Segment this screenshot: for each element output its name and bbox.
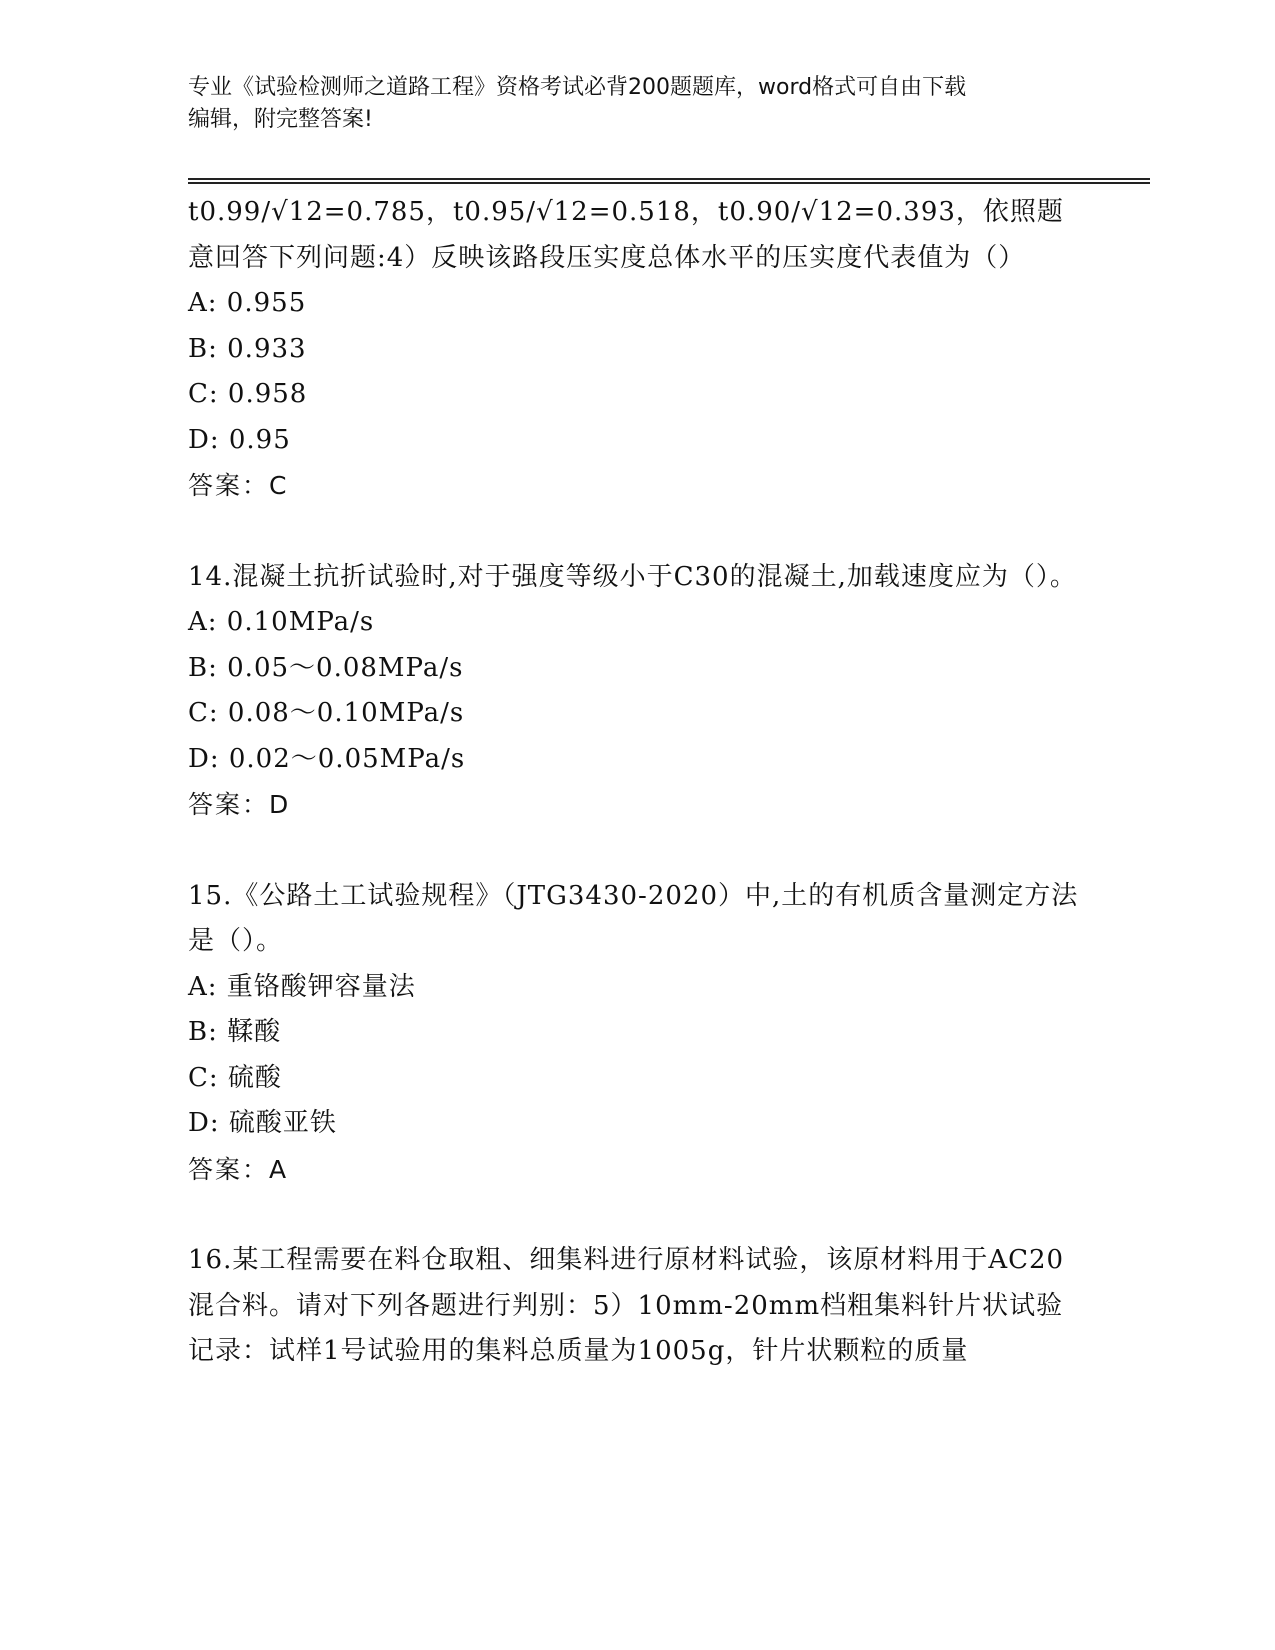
option-d: D: 硫酸亚铁 [188,1108,337,1138]
question-text: 16.某工程需要在料仓取粗、细集料进行原材料试验，该原材料用于AC20混合料。请对下列各题进行判别：5）10mm-20mm档粗集料针片状试验记录：试样1号试验用的集料总质量为1005g，针片状颗粒的质量 [188,1245,1065,1366]
answer: 答案：C [188,471,289,500]
option-b: B: 0.05～0.08MPa/s [188,652,464,683]
question-13 [188,190,1088,509]
question-14 [188,555,1088,828]
question-text: 15.《公路土工试验规程》（JTG3430-2020）中,土的有机质含量测定方法是（）。 [188,880,1079,956]
option-a: A: 0.955 [188,288,307,318]
question-16 [188,1238,1088,1375]
option-d: D: 0.95 [188,424,291,455]
answer: 答案：A [188,1154,289,1184]
option-a: A: 0.10MPa/s [188,607,375,637]
header-line-1: 专业《试验检测师之道路工程》资格考试必背200题题库，word格式可自由下载 [188,75,967,100]
option-b: B: 0.933 [188,333,307,364]
header-line-2: 编辑，附完整答案! [188,107,373,132]
question-text: t0.99/√12=0.785，t0.95/√12=0.518，t0.90/√12=0.393，依照题意回答下列问题:4）反映该路段压实度总体水平的压实度代表值为（） [188,197,1064,273]
question-text: 14.混凝土抗折试验时,对于强度等级小于C30的混凝土,加载速度应为（）。 [188,561,1077,592]
option-c: C: 硫酸 [188,1062,282,1093]
question-15 [188,874,1088,1193]
header-divider [188,178,1150,184]
option-d: D: 0.02～0.05MPa/s [188,743,466,774]
option-c: C: 0.08～0.10MPa/s [188,698,465,728]
option-b: B: 鞣酸 [188,1017,282,1047]
question-list [188,190,1088,1375]
option-c: C: 0.958 [188,379,308,409]
answer: 答案：D [188,790,291,819]
document-header [188,72,1088,136]
option-a: A: 重铬酸钾容量法 [188,971,416,1002]
